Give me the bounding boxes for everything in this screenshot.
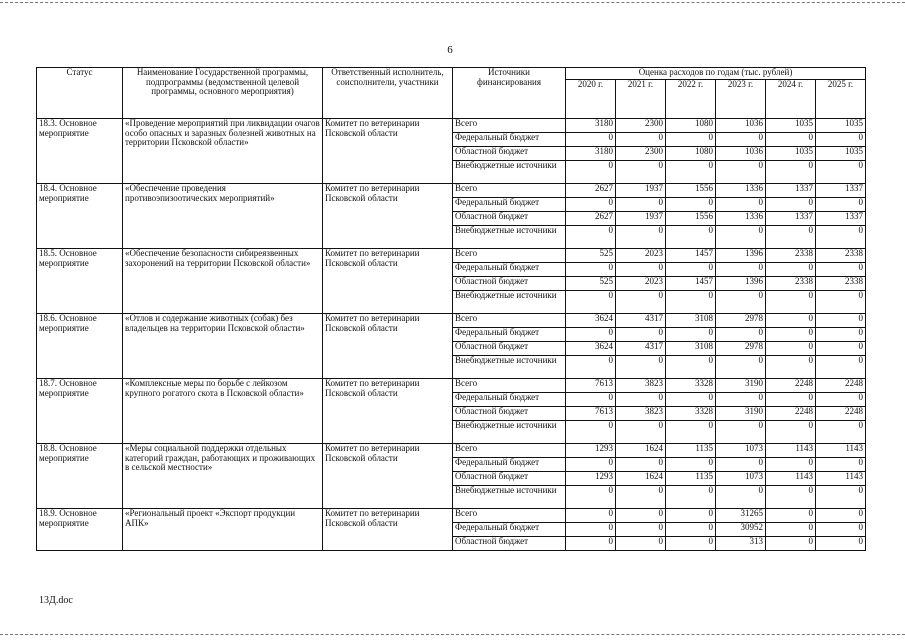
- amount-cell: 0: [716, 161, 766, 184]
- amount-cell: 1135: [666, 444, 716, 458]
- amount-cell: 0: [766, 486, 816, 509]
- section-responsible: Комитет по ветеринарии Псковской области: [323, 119, 453, 184]
- expenditure-table: [36, 67, 866, 551]
- amount-cell: 0: [766, 314, 816, 328]
- amount-cell: 0: [666, 356, 716, 379]
- funding-source-cell: Федеральный бюджет: [453, 458, 566, 472]
- table-row: [37, 379, 866, 393]
- amount-cell: 1035: [766, 147, 816, 161]
- amount-cell: 1457: [666, 249, 716, 263]
- amount-cell: 0: [616, 133, 666, 147]
- amount-cell: 3328: [666, 379, 716, 393]
- amount-cell: 1036: [716, 119, 766, 133]
- amount-cell: 0: [566, 509, 616, 523]
- amount-cell: 0: [566, 421, 616, 444]
- amount-cell: 0: [766, 133, 816, 147]
- funding-source-cell: Областной бюджет: [453, 342, 566, 356]
- amount-cell: 0: [666, 328, 716, 342]
- funding-source-cell: Внебюджетные источники: [453, 226, 566, 249]
- amount-cell: 0: [816, 198, 866, 212]
- amount-cell: 0: [666, 291, 716, 314]
- amount-cell: 1080: [666, 119, 716, 133]
- amount-cell: 0: [666, 263, 716, 277]
- funding-source-cell: Внебюджетные источники: [453, 291, 566, 314]
- amount-cell: 0: [616, 161, 666, 184]
- amount-cell: 0: [616, 509, 666, 523]
- header-expense-estimate: Оценка расходов по годам (тыс. рублей): [566, 68, 866, 80]
- amount-cell: 1556: [666, 184, 716, 198]
- amount-cell: 0: [716, 458, 766, 472]
- scan-edge-bottom: [0, 634, 905, 635]
- amount-cell: 1624: [616, 444, 666, 458]
- amount-cell: 0: [666, 421, 716, 444]
- funding-source-cell: Всего: [453, 444, 566, 458]
- section-program-name: «Обеспечение проведения противоэпизоотических мероприятий»: [123, 184, 323, 249]
- amount-cell: 2627: [566, 212, 616, 226]
- table-row: [37, 184, 866, 198]
- amount-cell: 0: [666, 509, 716, 523]
- funding-source-cell: Областной бюджет: [453, 472, 566, 486]
- amount-cell: 1337: [766, 212, 816, 226]
- amount-cell: 0: [616, 226, 666, 249]
- table-row: [37, 249, 866, 263]
- section-status: 18.7. Основное мероприятие: [37, 379, 123, 444]
- amount-cell: 0: [666, 537, 716, 551]
- amount-cell: 0: [566, 198, 616, 212]
- section-responsible: Комитет по ветеринарии Псковской области: [323, 249, 453, 314]
- section-program-name: «Отлов и содержание животных (собак) без владельцев на территории Псковской области»: [123, 314, 323, 379]
- section-status: 18.5. Основное мероприятие: [37, 249, 123, 314]
- amount-cell: 1143: [766, 472, 816, 486]
- section-program-name: «Региональный проект «Экспорт продукции АПК»: [123, 509, 323, 551]
- funding-source-cell: Всего: [453, 184, 566, 198]
- amount-cell: 4317: [616, 342, 666, 356]
- funding-source-cell: Областной бюджет: [453, 407, 566, 421]
- amount-cell: 0: [766, 356, 816, 379]
- funding-source-cell: Всего: [453, 314, 566, 328]
- amount-cell: 1457: [666, 277, 716, 291]
- amount-cell: 0: [666, 133, 716, 147]
- header-year: 2025 г.: [816, 80, 866, 119]
- amount-cell: 3823: [616, 407, 666, 421]
- amount-cell: 0: [566, 133, 616, 147]
- amount-cell: 1073: [716, 472, 766, 486]
- amount-cell: 1337: [816, 212, 866, 226]
- amount-cell: 0: [816, 523, 866, 537]
- amount-cell: 1035: [816, 119, 866, 133]
- amount-cell: 0: [816, 328, 866, 342]
- funding-source-cell: Внебюджетные источники: [453, 161, 566, 184]
- amount-cell: 7613: [566, 407, 616, 421]
- amount-cell: 3624: [566, 342, 616, 356]
- amount-cell: 0: [616, 393, 666, 407]
- amount-cell: 4317: [616, 314, 666, 328]
- amount-cell: 1293: [566, 472, 616, 486]
- section-program-name: «Обеспечение безопасности сибиреязвенных захоронений на территории Псковской области»: [123, 249, 323, 314]
- amount-cell: 3108: [666, 342, 716, 356]
- amount-cell: 0: [816, 421, 866, 444]
- amount-cell: 0: [766, 198, 816, 212]
- amount-cell: 0: [666, 458, 716, 472]
- amount-cell: 1337: [766, 184, 816, 198]
- amount-cell: 525: [566, 249, 616, 263]
- amount-cell: 0: [616, 523, 666, 537]
- funding-source-cell: Всего: [453, 119, 566, 133]
- amount-cell: 1080: [666, 147, 716, 161]
- amount-cell: 1073: [716, 444, 766, 458]
- amount-cell: 2248: [766, 379, 816, 393]
- amount-cell: 0: [566, 263, 616, 277]
- amount-cell: 1035: [816, 147, 866, 161]
- amount-cell: 30952: [716, 523, 766, 537]
- amount-cell: 0: [766, 393, 816, 407]
- amount-cell: 0: [816, 342, 866, 356]
- amount-cell: 1624: [616, 472, 666, 486]
- section-status: 18.3. Основное мероприятие: [37, 119, 123, 184]
- amount-cell: 3108: [666, 314, 716, 328]
- section-responsible: Комитет по ветеринарии Псковской области: [323, 379, 453, 444]
- amount-cell: 0: [816, 509, 866, 523]
- amount-cell: 1336: [716, 184, 766, 198]
- amount-cell: 0: [816, 356, 866, 379]
- amount-cell: 0: [816, 291, 866, 314]
- amount-cell: 3328: [666, 407, 716, 421]
- section-status: 18.4. Основное мероприятие: [37, 184, 123, 249]
- funding-source-cell: Внебюджетные источники: [453, 421, 566, 444]
- amount-cell: 0: [716, 486, 766, 509]
- page-number: 6: [447, 44, 453, 56]
- amount-cell: 0: [566, 356, 616, 379]
- amount-cell: 0: [666, 226, 716, 249]
- amount-cell: 0: [716, 328, 766, 342]
- amount-cell: 0: [766, 328, 816, 342]
- funding-source-cell: Федеральный бюджет: [453, 198, 566, 212]
- amount-cell: 0: [566, 393, 616, 407]
- amount-cell: 313: [716, 537, 766, 551]
- amount-cell: 0: [716, 356, 766, 379]
- amount-cell: 0: [666, 393, 716, 407]
- amount-cell: 3190: [716, 379, 766, 393]
- amount-cell: 0: [566, 486, 616, 509]
- amount-cell: 0: [616, 263, 666, 277]
- header-year: 2024 г.: [766, 80, 816, 119]
- amount-cell: 2248: [816, 407, 866, 421]
- amount-cell: 0: [816, 486, 866, 509]
- amount-cell: 525: [566, 277, 616, 291]
- section-program-name: «Проведение мероприятий при ликвидации очагов особо опасных и заразных болезней животных на территории Псковской области»: [123, 119, 323, 184]
- funding-source-cell: Всего: [453, 379, 566, 393]
- amount-cell: 0: [566, 458, 616, 472]
- section-responsible: Комитет по ветеринарии Псковской области: [323, 314, 453, 379]
- funding-source-cell: Федеральный бюджет: [453, 133, 566, 147]
- amount-cell: 0: [616, 458, 666, 472]
- amount-cell: 0: [716, 263, 766, 277]
- section-responsible: Комитет по ветеринарии Псковской области: [323, 509, 453, 551]
- amount-cell: 0: [616, 198, 666, 212]
- table-row: [37, 444, 866, 458]
- table-body: [37, 119, 866, 551]
- amount-cell: 0: [566, 537, 616, 551]
- scan-edge-top: [0, 2, 905, 3]
- header-year: 2023 г.: [716, 80, 766, 119]
- amount-cell: 1143: [766, 444, 816, 458]
- amount-cell: 2338: [766, 249, 816, 263]
- amount-cell: 0: [666, 486, 716, 509]
- funding-source-cell: Федеральный бюджет: [453, 263, 566, 277]
- amount-cell: 0: [616, 291, 666, 314]
- section-status: 18.6. Основное мероприятие: [37, 314, 123, 379]
- header-responsible: Ответственный исполнитель, соисполнители, участники: [323, 68, 453, 119]
- amount-cell: 0: [566, 291, 616, 314]
- amount-cell: 2338: [816, 277, 866, 291]
- header-funding-sources: Источники финансирования: [453, 68, 566, 119]
- amount-cell: 2978: [716, 342, 766, 356]
- amount-cell: 0: [816, 537, 866, 551]
- header-year: 2021 г.: [616, 80, 666, 119]
- amount-cell: 1143: [816, 472, 866, 486]
- amount-cell: 0: [616, 356, 666, 379]
- amount-cell: 0: [766, 226, 816, 249]
- amount-cell: 0: [716, 291, 766, 314]
- section-program-name: «Меры социальной поддержки отдельных категорий граждан, работающих и проживающих в сельской местности»: [123, 444, 323, 509]
- amount-cell: 0: [566, 161, 616, 184]
- amount-cell: 31265: [716, 509, 766, 523]
- funding-source-cell: Всего: [453, 249, 566, 263]
- amount-cell: 0: [616, 486, 666, 509]
- amount-cell: 0: [566, 523, 616, 537]
- amount-cell: 1937: [616, 184, 666, 198]
- amount-cell: 2300: [616, 119, 666, 133]
- amount-cell: 0: [616, 421, 666, 444]
- section-responsible: Комитет по ветеринарии Псковской области: [323, 184, 453, 249]
- amount-cell: 0: [566, 328, 616, 342]
- amount-cell: 2627: [566, 184, 616, 198]
- amount-cell: 7613: [566, 379, 616, 393]
- amount-cell: 0: [766, 458, 816, 472]
- funding-source-cell: Всего: [453, 509, 566, 523]
- amount-cell: 3823: [616, 379, 666, 393]
- table-row: [37, 314, 866, 328]
- amount-cell: 0: [816, 133, 866, 147]
- amount-cell: 0: [766, 291, 816, 314]
- amount-cell: 2338: [816, 249, 866, 263]
- amount-cell: 0: [766, 342, 816, 356]
- amount-cell: 0: [816, 314, 866, 328]
- funding-source-cell: Областной бюджет: [453, 277, 566, 291]
- amount-cell: 0: [616, 328, 666, 342]
- amount-cell: 0: [816, 161, 866, 184]
- amount-cell: 0: [666, 198, 716, 212]
- amount-cell: 1336: [716, 212, 766, 226]
- amount-cell: 0: [666, 523, 716, 537]
- section-status: 18.8. Основное мероприятие: [37, 444, 123, 509]
- amount-cell: 1143: [816, 444, 866, 458]
- amount-cell: 0: [716, 133, 766, 147]
- funding-source-cell: Областной бюджет: [453, 147, 566, 161]
- amount-cell: 0: [816, 226, 866, 249]
- amount-cell: 2338: [766, 277, 816, 291]
- amount-cell: 2978: [716, 314, 766, 328]
- amount-cell: 3180: [566, 147, 616, 161]
- amount-cell: 1036: [716, 147, 766, 161]
- amount-cell: 0: [616, 537, 666, 551]
- table-row: [37, 509, 866, 523]
- section-program-name: «Комплексные меры по борьбе с лейкозом крупного рогатого скота в Псковской области»: [123, 379, 323, 444]
- header-program-name: Наименование Государственной программы, подпрограммы (ведомственной целевой программы, основного мероприятия): [123, 68, 323, 119]
- amount-cell: 1556: [666, 212, 716, 226]
- funding-source-cell: Областной бюджет: [453, 537, 566, 551]
- amount-cell: 2300: [616, 147, 666, 161]
- amount-cell: 1937: [616, 212, 666, 226]
- funding-source-cell: Федеральный бюджет: [453, 393, 566, 407]
- amount-cell: 0: [716, 226, 766, 249]
- amount-cell: 0: [716, 198, 766, 212]
- amount-cell: 3190: [716, 407, 766, 421]
- amount-cell: 1396: [716, 249, 766, 263]
- amount-cell: 2248: [816, 379, 866, 393]
- funding-source-cell: Областной бюджет: [453, 212, 566, 226]
- header-year: 2020 г.: [566, 80, 616, 119]
- header-status: Статус: [37, 68, 123, 119]
- amount-cell: 0: [766, 421, 816, 444]
- amount-cell: 0: [566, 226, 616, 249]
- amount-cell: 0: [766, 537, 816, 551]
- amount-cell: 1396: [716, 277, 766, 291]
- amount-cell: 1135: [666, 472, 716, 486]
- amount-cell: 0: [716, 393, 766, 407]
- amount-cell: 0: [766, 263, 816, 277]
- header-year: 2022 г.: [666, 80, 716, 119]
- amount-cell: 0: [816, 458, 866, 472]
- amount-cell: 2023: [616, 277, 666, 291]
- amount-cell: 0: [766, 509, 816, 523]
- document-filename: 13Д.doc: [39, 595, 73, 606]
- amount-cell: 0: [816, 393, 866, 407]
- section-responsible: Комитет по ветеринарии Псковской области: [323, 444, 453, 509]
- amount-cell: 1337: [816, 184, 866, 198]
- funding-source-cell: Внебюджетные источники: [453, 356, 566, 379]
- amount-cell: 2248: [766, 407, 816, 421]
- table-row: [37, 119, 866, 133]
- amount-cell: 0: [766, 523, 816, 537]
- amount-cell: 0: [766, 161, 816, 184]
- amount-cell: 1035: [766, 119, 816, 133]
- section-status: 18.9. Основное мероприятие: [37, 509, 123, 551]
- amount-cell: 3624: [566, 314, 616, 328]
- amount-cell: 3180: [566, 119, 616, 133]
- amount-cell: 1293: [566, 444, 616, 458]
- amount-cell: 0: [816, 263, 866, 277]
- funding-source-cell: Федеральный бюджет: [453, 523, 566, 537]
- funding-source-cell: Внебюджетные источники: [453, 486, 566, 509]
- amount-cell: 0: [716, 421, 766, 444]
- amount-cell: 2023: [616, 249, 666, 263]
- funding-source-cell: Федеральный бюджет: [453, 328, 566, 342]
- amount-cell: 0: [666, 161, 716, 184]
